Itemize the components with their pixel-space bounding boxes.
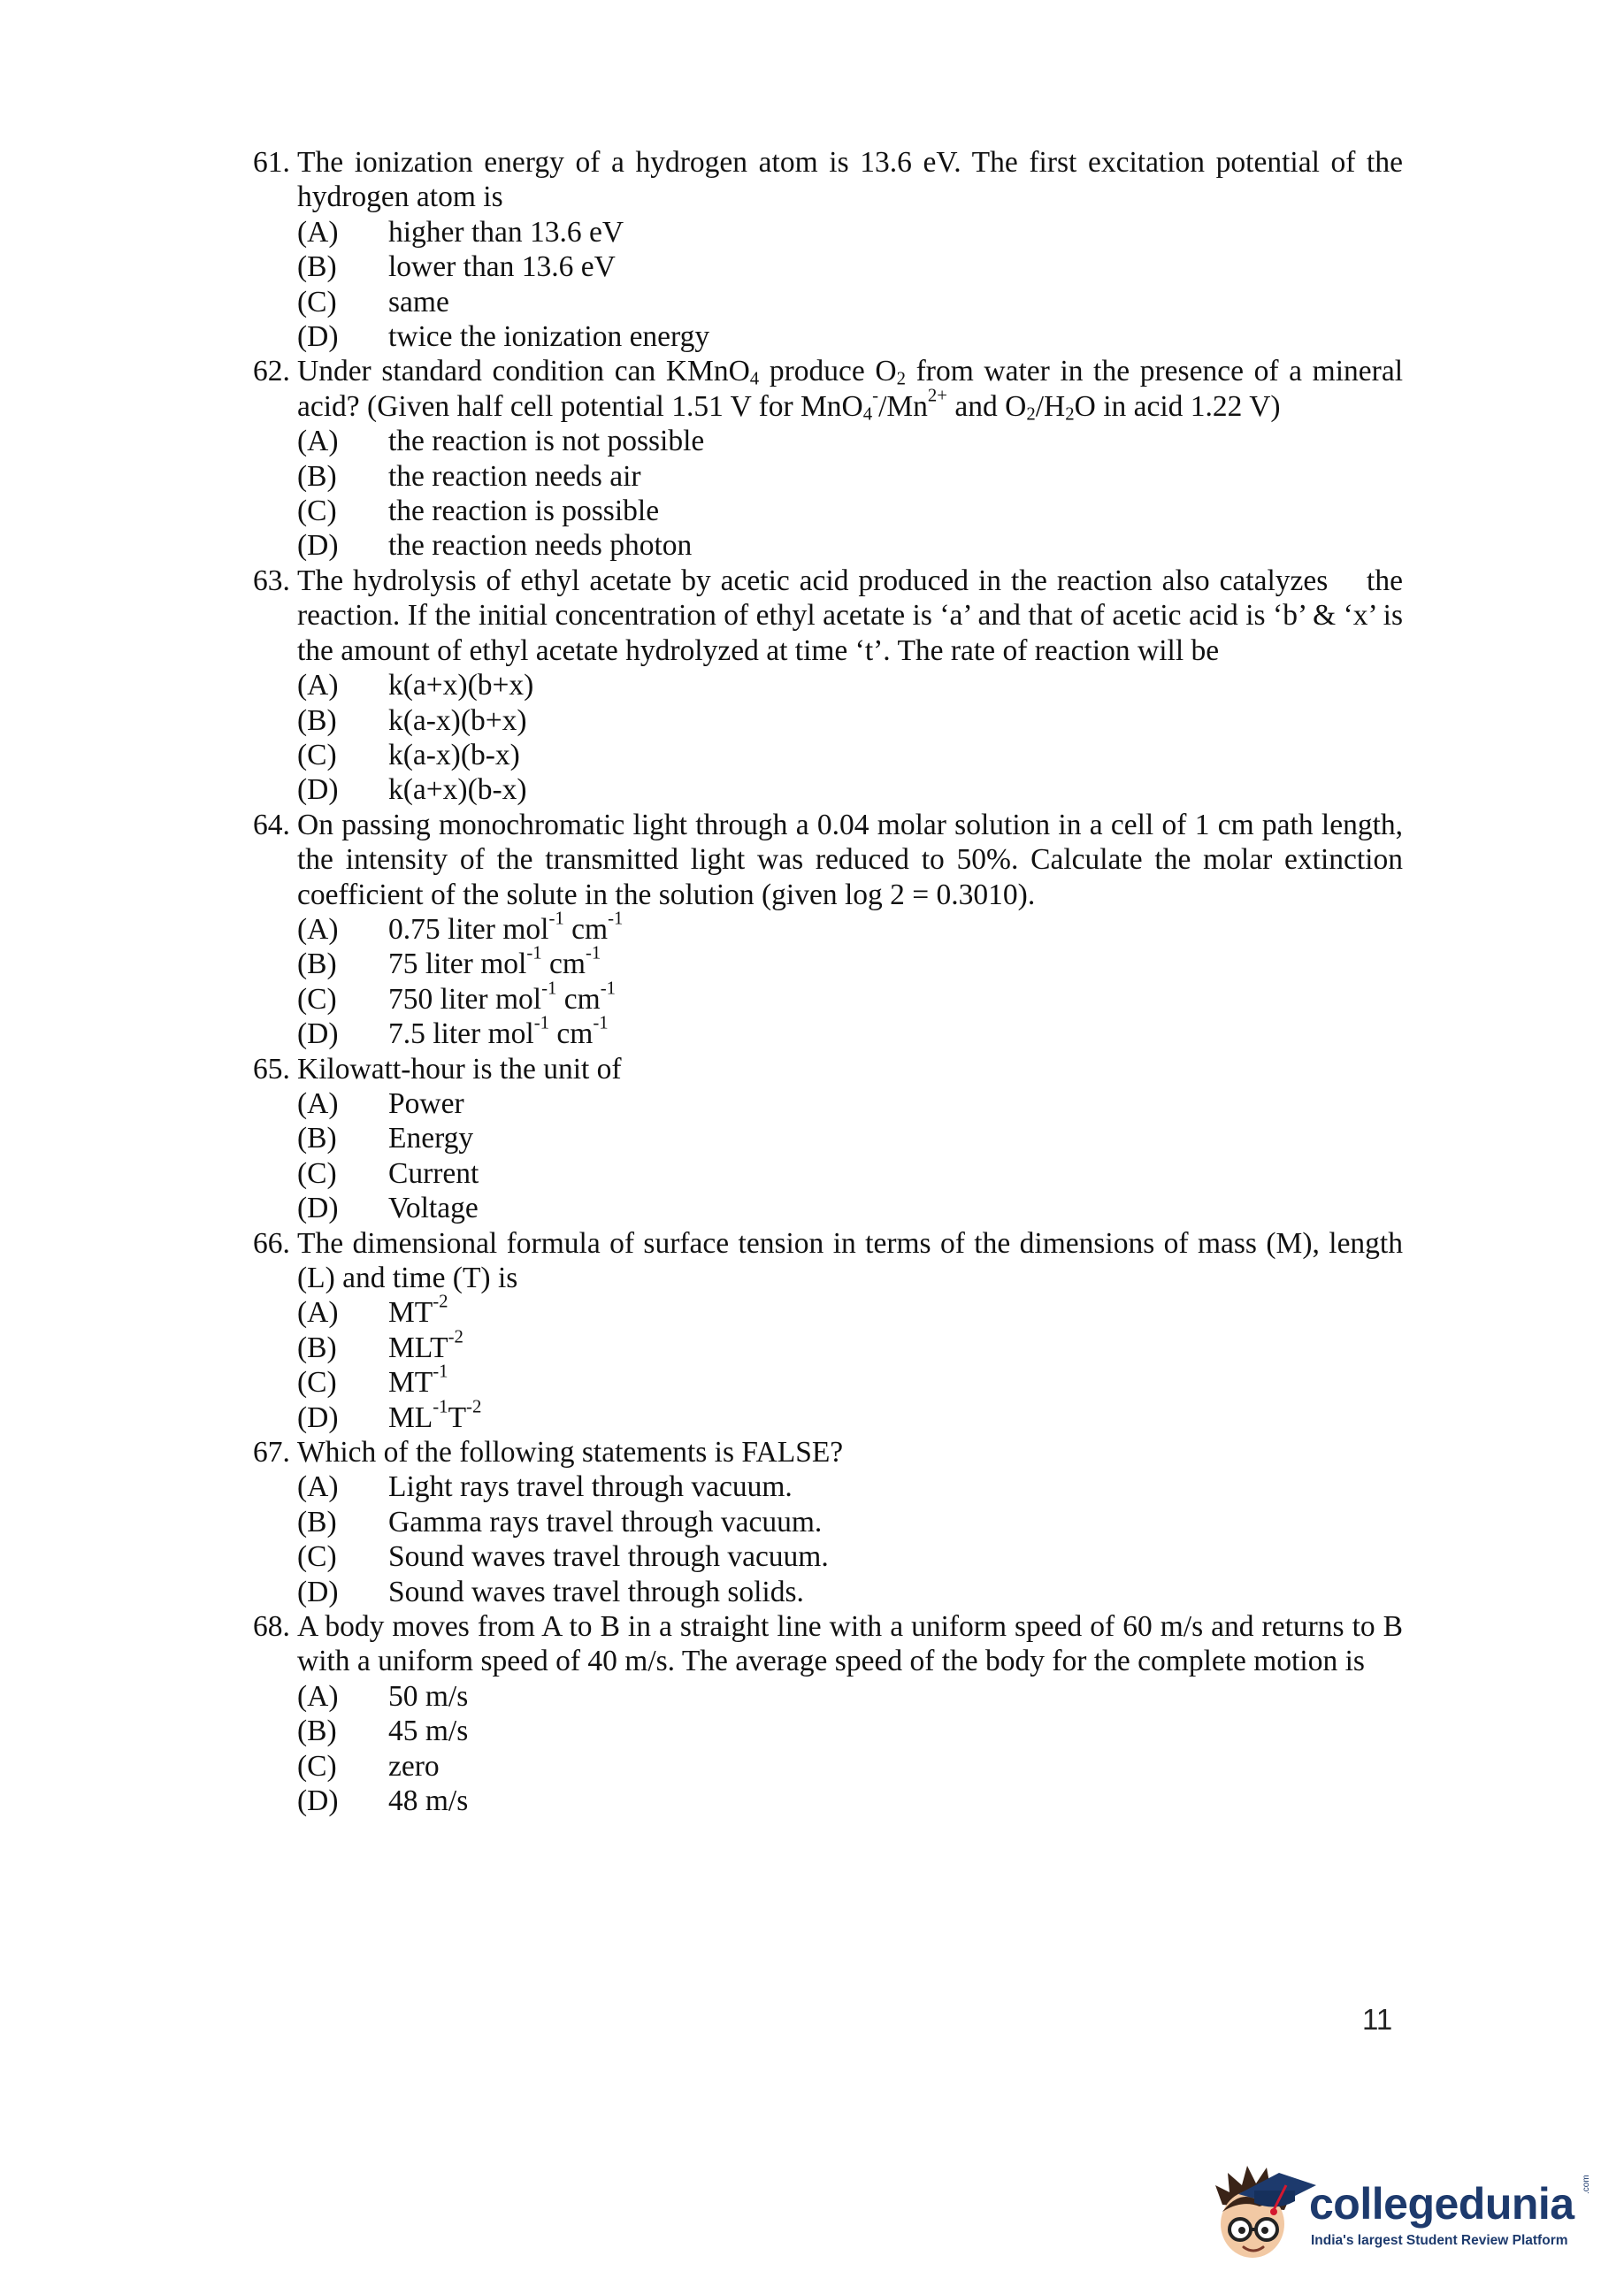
answer-option: [297, 978, 1403, 1017]
option-text: k(a+x)(b+x): [388, 669, 534, 702]
option-text: same: [388, 285, 449, 318]
answer-option: [297, 494, 1403, 528]
answer-option: [297, 668, 1403, 702]
option-text: 48 m/s: [388, 1784, 469, 1818]
question-number: 68.: [253, 1610, 290, 1644]
answer-option: [297, 1679, 1403, 1714]
option-text: $MT^{-2}$: [388, 1291, 448, 1330]
option-label: (A): [297, 912, 339, 946]
option-label: (B): [297, 1122, 337, 1155]
question-stem: Which of the following statements is FALSE?: [297, 1436, 844, 1469]
option-text: the reaction is possible: [388, 495, 660, 528]
option-text: Gamma rays travel through vacuum.: [388, 1505, 823, 1539]
option-text: 45 m/s: [388, 1715, 469, 1748]
question-63: [253, 564, 1403, 808]
option-label: (A): [297, 1470, 339, 1504]
answer-option: [297, 1784, 1403, 1818]
option-label: (A): [297, 1679, 339, 1713]
answer-option: [297, 319, 1403, 354]
question-stem: Kilowatt-hour is the unit of: [297, 1052, 622, 1086]
option-text: higher than 13.6 eV: [388, 215, 624, 249]
question-64: [253, 808, 1403, 1052]
option-text: lower than 13.6 eV: [388, 250, 616, 284]
question-stem: On passing monochromatic light through a 0.04 molar solution in a cell of 1 cm path length, the intensity of the transmitted light was reduced to 50%. Calculate the molar extinction coefficient of the solute in the solution (given log 2 = 0.3010).: [297, 808, 1403, 911]
answer-option: [297, 249, 1403, 284]
brand-domain-suffix: .com: [1582, 2175, 1591, 2194]
answer-option: [297, 738, 1403, 772]
collegedunia-logo: [1203, 2159, 1610, 2265]
answer-option: [297, 1326, 1403, 1365]
answer-option: [297, 942, 1403, 981]
option-label: (D): [297, 773, 339, 807]
option-text: Current: [388, 1156, 479, 1190]
option-text: Sound waves travel through vacuum.: [388, 1540, 829, 1574]
option-text: the reaction needs air: [388, 459, 641, 493]
option-text: 50 m/s: [388, 1679, 469, 1713]
option-text: $MLT^{-2}$: [388, 1326, 463, 1364]
question-number: 64.: [253, 808, 290, 841]
answer-option: [297, 1714, 1403, 1748]
option-label: (B): [297, 250, 337, 284]
question-number: 66.: [253, 1226, 290, 1260]
option-text: the reaction needs photon: [388, 529, 693, 563]
answer-option: [297, 528, 1403, 563]
option-text: $ML^{-1}T^{-2}$: [388, 1396, 482, 1434]
answer-option: [297, 908, 1403, 947]
answer-option: [297, 1361, 1403, 1400]
option-label: (B): [297, 1331, 337, 1364]
option-text: $MT^{-1}$: [388, 1361, 448, 1400]
option-text: k(a+x)(b-x): [388, 773, 527, 807]
option-label: (D): [297, 1400, 339, 1434]
option-label: (D): [297, 1575, 339, 1608]
option-label: (D): [297, 529, 339, 563]
question-62: [253, 354, 1403, 563]
answer-option: [297, 703, 1403, 738]
answer-option: [297, 1505, 1403, 1539]
option-text: the reaction is not possible: [388, 425, 705, 458]
option-label: (B): [297, 1505, 337, 1539]
question-stem: The hydrolysis of ethyl acetate by acetic acid produced in the reaction also catalyzes the reaction. If the initial concentration of ethyl acetate is ‘a’ and that of acetic acid is ‘b’ & ‘x’ is the amount of ethyl acetate hydrolyzed at time ‘t’. The rate of reaction will be: [297, 564, 1403, 667]
option-label: (B): [297, 948, 337, 981]
question-stem: A body moves from A to B in a straight line with a uniform speed of 60 m/s and returns to B with a uniform speed of 40 m/s. The average speed of the body for the complete motion is: [297, 1610, 1403, 1678]
brand-name: collegedunia: [1309, 2179, 1574, 2229]
option-label: (A): [297, 1296, 339, 1330]
option-text: Power: [388, 1086, 464, 1120]
option-text: 750 liter mol$^{-1}$ $cm^{-1}$: [388, 978, 616, 1016]
option-label: (C): [297, 1366, 337, 1400]
question-67: [253, 1435, 1403, 1609]
option-label: (A): [297, 215, 339, 249]
option-label: (B): [297, 703, 337, 737]
option-label: (D): [297, 1784, 339, 1818]
option-label: (B): [297, 459, 337, 493]
option-label: (C): [297, 1540, 337, 1574]
option-text: Energy: [388, 1122, 474, 1155]
option-label: (C): [297, 285, 337, 318]
question-65: [253, 1052, 1403, 1226]
option-label: (D): [297, 320, 339, 354]
answer-option: [297, 215, 1403, 249]
brand-tagline: India's largest Student Review Platform: [1311, 2233, 1568, 2248]
option-text: k(a-x)(b+x): [388, 703, 527, 737]
option-label: (A): [297, 425, 339, 458]
answer-option: [297, 285, 1403, 319]
option-text: twice the ionization energy: [388, 320, 710, 354]
answer-option: [297, 1749, 1403, 1784]
option-label: (C): [297, 982, 337, 1016]
question-number: 61.: [253, 146, 290, 179]
question-stem: The ionization energy of a hydrogen atom is 13.6 eV. The first excitation potential of the hydrogen atom is: [297, 146, 1403, 214]
option-label: (D): [297, 1017, 339, 1051]
answer-option: [297, 459, 1403, 494]
option-label: (B): [297, 1715, 337, 1748]
student-mascot-icon: [1203, 2159, 1318, 2265]
question-list: [253, 145, 1403, 1819]
option-label: (C): [297, 1749, 337, 1783]
option-label: (A): [297, 1086, 339, 1120]
option-text: Light rays travel through vacuum.: [388, 1470, 793, 1504]
question-68: [253, 1609, 1403, 1818]
option-text: zero: [388, 1749, 440, 1783]
option-label: (D): [297, 1192, 339, 1225]
option-text: 75 liter mol$^{-1}$ $cm^{-1}$: [388, 942, 601, 981]
question-61: [253, 145, 1403, 354]
answer-option: [297, 1575, 1403, 1609]
question-number: 67.: [253, 1436, 290, 1469]
option-label: (C): [297, 1156, 337, 1190]
answer-option: [297, 1396, 1403, 1435]
answer-option: [297, 1156, 1403, 1191]
option-text: 7.5 liter mol$^{-1}$ $cm^{-1}$: [388, 1012, 609, 1051]
option-label: (C): [297, 738, 337, 771]
option-label: (A): [297, 669, 339, 702]
answer-option: [297, 1012, 1403, 1051]
answer-option: [297, 1191, 1403, 1225]
question-stem: The dimensional formula of surface tension in terms of the dimensions of mass (M), length (L) and time (T) is: [297, 1226, 1403, 1294]
page-number: 11: [1362, 2003, 1393, 2036]
option-label: (C): [297, 495, 337, 528]
answer-option: [297, 1291, 1403, 1330]
question-number: 65.: [253, 1052, 290, 1086]
option-text: Voltage: [388, 1192, 479, 1225]
answer-option: [297, 1469, 1403, 1504]
option-text: k(a-x)(b-x): [388, 738, 520, 771]
answer-option: [297, 772, 1403, 807]
question-66: [253, 1226, 1403, 1435]
option-text: 0.75 liter mol$^{-1}$ $cm^{-1}$: [388, 908, 624, 946]
answer-option: [297, 1539, 1403, 1574]
answer-option: [297, 424, 1403, 458]
question-stem: Under standard condition can KMnO$_4$ produce $O_2$ from water in the presence of a mineral acid? (Given half cell potential 1.51 V for $MnO_4^-/Mn^{2+}$ and $O_2/H_2O$ in acid 1.22 V): [297, 355, 1403, 425]
question-number: 62.: [253, 355, 290, 388]
answer-option: [297, 1086, 1403, 1121]
question-number: 63.: [253, 564, 290, 597]
option-text: Sound waves travel through solids.: [388, 1575, 804, 1608]
answer-option: [297, 1121, 1403, 1155]
